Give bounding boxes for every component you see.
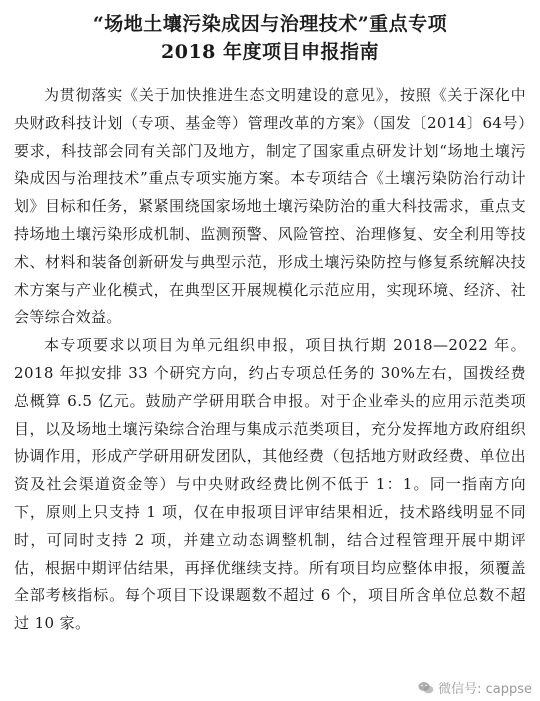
paragraph-intro: 为贯彻落实《关于加快推进生态文明建设的意见》，按照《关于深化中央财政科技计划（专项、基金等）管理改革的方案》（国发〔2014〕64号）要求，科技部会同有关部门及地方，制定了国家重点研发计划“场地土壤污染成因与治理技术”重点专项实施方案。本专项结合《土壤污染防治行动计划》目标和任务，紧紧围绕国家场地土壤污染防治的重大科技需求，重点支持场地土壤污染形成机制、监测预警、风险管控、治理修复、安全利用等技术、材料和装备创新研发与典型示范，形成土壤污染防控与修复系统解决技术方案与产业化模式，在典型区开展规模化示范应用，实现环境、经济、社会等综合效益。 xyxy=(14,86,526,327)
watermark xyxy=(418,678,532,697)
paragraph-requirements: 本专项要求以项目为单元组织申报，项目执行期 2018—2022 年。2018 年拟安排 33 个研究方向，约占专项总任务的 30%左右，国拨经费总概算 6.5 亿元。鼓励产学研用联合申报。对于企业牵头的应用示范类项目，以及场地土壤污染综合治理与集成示范类项目，充分发挥地方政府组织协调作用，形成产学研用研发团队，其他经费（包括地方财政经费、单位出资及社会渠道资金等）与中央财政经费比例不低于 1：1。同一指南方向下，原则上只支持 1 项，仅在申报项目评审结果相近，技术路线明显不同时，可同时支持 2 项，并建立动态调整机制，结合过程管理开展中期评估，根据中期评估结果，再择优继续支持。所有项目均应整体申报，须覆盖全部考核指标。每个项目下设课题数不超过 6 个，项目所含单位总数不超过 10 家。 xyxy=(14,336,526,633)
document-title: “场地土壤污染成因与治理技术”重点专项 xyxy=(92,13,448,35)
document-subtitle: 2018 年度项目申报指南 xyxy=(161,41,379,63)
wechat-icon xyxy=(418,681,434,695)
watermark-text: 微信号: cappse xyxy=(438,682,532,697)
